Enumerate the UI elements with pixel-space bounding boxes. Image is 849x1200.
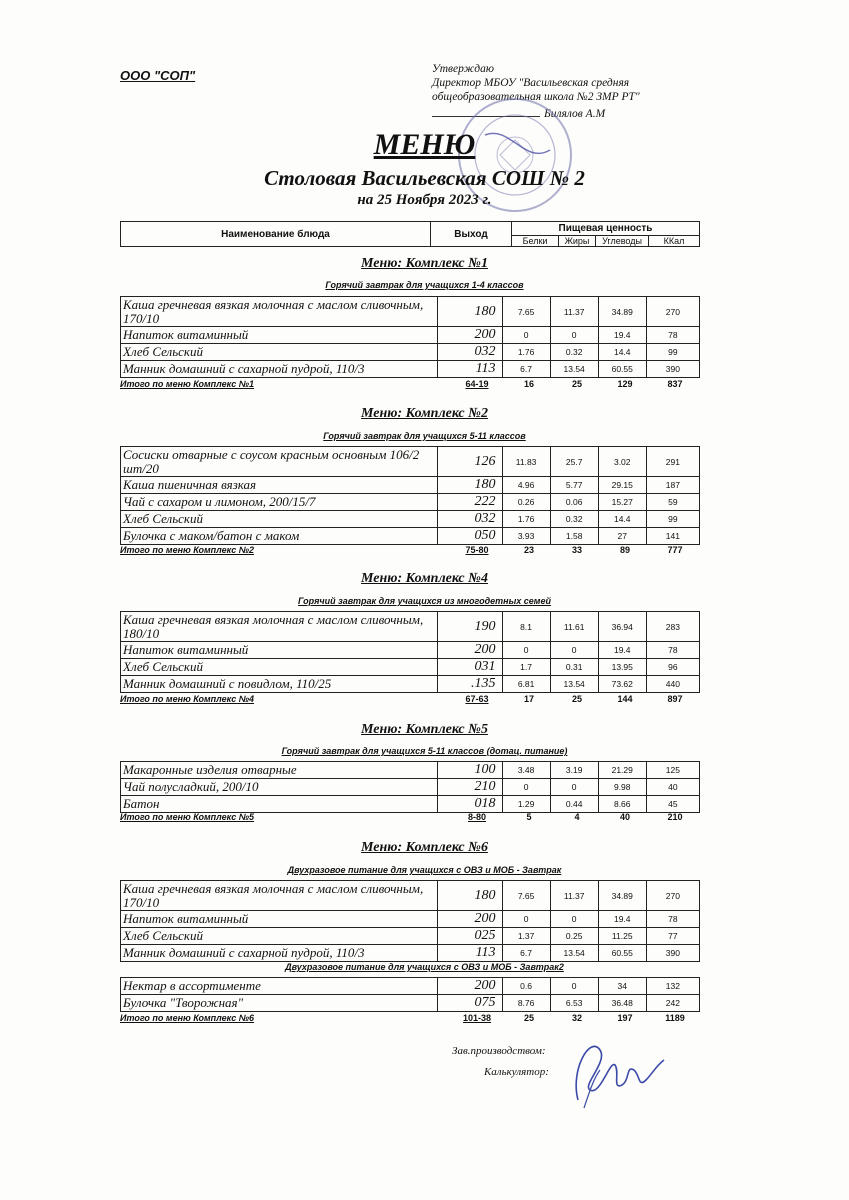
total-label: Итого по меню Комплекс №2 xyxy=(120,545,255,555)
dish-protein: 6.7 xyxy=(502,945,550,962)
dish-output: 050 xyxy=(438,528,502,545)
dish-name: Каша пшеничная вязкая xyxy=(121,477,438,494)
dish-carbs: 60.55 xyxy=(598,945,646,962)
dish-fat: 1.58 xyxy=(550,528,598,545)
dish-protein: 0 xyxy=(502,911,550,928)
total-protein: 17 xyxy=(523,694,534,704)
dish-fat: 13.54 xyxy=(550,676,598,693)
dish-output: 200 xyxy=(438,327,502,344)
dish-name: Манник домашний с сахарной пудрой, 110/3 xyxy=(121,361,438,378)
dish-kcal: 99 xyxy=(646,344,699,361)
section-title: Меню: Комплекс №5 xyxy=(361,722,488,737)
dish-carbs: 9.98 xyxy=(598,779,646,796)
dish-name: Нектар в ассортименте xyxy=(121,978,438,995)
dish-name: Чай с сахаром и лимоном, 200/15/7 xyxy=(121,494,438,511)
dish-protein: 4.96 xyxy=(502,477,550,494)
dish-name: Манник домашний с сахарной пудрой, 110/3 xyxy=(121,945,438,962)
dish-name: Каша гречневая вязкая молочная с маслом сливочным, 170/10 xyxy=(121,881,438,911)
dish-kcal: 77 xyxy=(646,928,699,945)
dish-carbs: 19.4 xyxy=(598,327,646,344)
dish-kcal: 132 xyxy=(646,978,699,995)
dish-carbs: 36.94 xyxy=(598,612,646,642)
dish-carbs: 21.29 xyxy=(598,762,646,779)
dish-kcal: 283 xyxy=(646,612,699,642)
table-row xyxy=(121,945,700,962)
dish-kcal: 99 xyxy=(646,511,699,528)
dish-protein: 6.81 xyxy=(502,676,550,693)
dish-carbs: 11.25 xyxy=(598,928,646,945)
dish-output: 031 xyxy=(438,659,502,676)
dish-protein: 1.76 xyxy=(502,344,550,361)
dish-output: 190 xyxy=(438,612,502,642)
dish-output: 200 xyxy=(438,911,502,928)
total-output: 64-19 xyxy=(465,379,489,389)
section-subtitle: Двухразовое питание для учащихся с ОВЗ и МОБ - Завтрак xyxy=(287,865,562,875)
table-row xyxy=(121,361,700,378)
table-row xyxy=(121,676,700,693)
dish-fat: 25.7 xyxy=(550,447,598,477)
dish-output: 100 xyxy=(438,762,502,779)
dish-protein: 3.93 xyxy=(502,528,550,545)
total-output: 75-80 xyxy=(465,545,489,555)
dish-output: 180 xyxy=(438,881,502,911)
dish-fat: 0 xyxy=(550,327,598,344)
total-label: Итого по меню Комплекс №6 xyxy=(120,1013,255,1023)
total-output: 101-38 xyxy=(462,1013,492,1023)
dish-name: Хлеб Сельский xyxy=(121,659,438,676)
dish-name: Напиток витаминный xyxy=(121,911,438,928)
dish-name: Напиток витаминный xyxy=(121,327,438,344)
handwritten-signature xyxy=(560,1030,670,1110)
dish-protein: 1.29 xyxy=(502,796,550,813)
dish-fat: 0.06 xyxy=(550,494,598,511)
dish-carbs: 60.55 xyxy=(598,361,646,378)
dish-carbs: 19.4 xyxy=(598,642,646,659)
total-row xyxy=(120,379,700,392)
dish-protein: 0 xyxy=(502,779,550,796)
dish-output: 200 xyxy=(438,978,502,995)
dish-output: 032 xyxy=(438,344,502,361)
dish-protein: 7.65 xyxy=(502,297,550,327)
dish-kcal: 96 xyxy=(646,659,699,676)
dish-protein: 7.65 xyxy=(502,881,550,911)
dish-output: 180 xyxy=(438,477,502,494)
organization-name: ООО "СОП" xyxy=(120,68,196,83)
dish-name: Манник домашний с повидлом, 110/25 xyxy=(121,676,438,693)
dish-protein: 0 xyxy=(502,642,550,659)
dish-kcal: 78 xyxy=(646,327,699,344)
total-protein: 5 xyxy=(526,812,532,822)
calculator-label: Калькулятор: xyxy=(484,1066,549,1078)
total-fat: 25 xyxy=(571,694,582,704)
dish-protein: 8.1 xyxy=(502,612,550,642)
total-fat: 32 xyxy=(571,1013,582,1023)
dish-kcal: 187 xyxy=(646,477,699,494)
dish-output: 075 xyxy=(438,995,502,1012)
dish-fat: 3.19 xyxy=(550,762,598,779)
total-fat: 25 xyxy=(571,379,582,389)
table-row xyxy=(121,327,700,344)
menu-table xyxy=(120,611,700,693)
total-protein: 25 xyxy=(523,1013,534,1023)
dish-fat: 11.61 xyxy=(550,612,598,642)
table-row xyxy=(121,528,700,545)
page-subtitle: Столовая Васильевская СОШ № 2 xyxy=(264,166,585,190)
dish-output: .135 xyxy=(438,676,502,693)
dish-output: 222 xyxy=(438,494,502,511)
dish-protein: 0.6 xyxy=(502,978,550,995)
dish-protein: 8.76 xyxy=(502,995,550,1012)
dish-name: Хлеб Сельский xyxy=(121,928,438,945)
dish-name: Хлеб Сельский xyxy=(121,344,438,361)
dish-kcal: 440 xyxy=(646,676,699,693)
total-carbs: 129 xyxy=(617,379,633,389)
dish-fat: 11.37 xyxy=(550,297,598,327)
section-subtitle: Горячий завтрак для учащихся 5-11 классов (дотац. питание) xyxy=(281,746,568,756)
dish-kcal: 45 xyxy=(646,796,699,813)
dish-kcal: 78 xyxy=(646,642,699,659)
section-title: Меню: Комплекс №4 xyxy=(361,571,488,586)
total-fat: 33 xyxy=(571,545,582,555)
total-row xyxy=(120,545,700,558)
menu-table xyxy=(120,446,700,545)
total-output: 67-63 xyxy=(465,694,489,704)
page-title: МЕНЮ xyxy=(373,128,476,161)
total-row xyxy=(120,694,700,707)
dish-kcal: 390 xyxy=(646,945,699,962)
total-fat: 4 xyxy=(574,812,580,822)
table-row xyxy=(121,928,700,945)
dish-fat: 0.31 xyxy=(550,659,598,676)
dish-kcal: 40 xyxy=(646,779,699,796)
table-row xyxy=(121,612,700,642)
dish-fat: 6.53 xyxy=(550,995,598,1012)
dish-kcal: 59 xyxy=(646,494,699,511)
dish-fat: 0.32 xyxy=(550,511,598,528)
dish-output: 113 xyxy=(438,945,502,962)
total-kcal: 1189 xyxy=(665,1013,685,1023)
dish-name: Напиток витаминный xyxy=(121,642,438,659)
table-row xyxy=(121,659,700,676)
dish-output: 113 xyxy=(438,361,502,378)
col-carbs-header: Углеводы xyxy=(596,236,649,247)
table-row xyxy=(121,642,700,659)
dish-carbs: 14.4 xyxy=(598,344,646,361)
dish-carbs: 27 xyxy=(598,528,646,545)
dish-output: 200 xyxy=(438,642,502,659)
dish-carbs: 29.15 xyxy=(598,477,646,494)
dish-output: 025 xyxy=(438,928,502,945)
dish-carbs: 13.95 xyxy=(598,659,646,676)
table-row xyxy=(121,297,700,327)
section-subtitle-2: Двухразовое питание для учащихся с ОВЗ и МОБ - Завтрак2 xyxy=(285,962,564,972)
total-label: Итого по меню Комплекс №4 xyxy=(120,694,255,704)
col-kcal-header: ККал xyxy=(649,236,700,247)
section-subtitle: Горячий завтрак для учащихся 1-4 классов xyxy=(325,280,524,290)
dish-protein: 1.7 xyxy=(502,659,550,676)
dish-protein: 0 xyxy=(502,327,550,344)
table-row xyxy=(121,995,700,1012)
menu-table xyxy=(120,880,700,962)
total-row xyxy=(120,812,700,825)
total-carbs: 144 xyxy=(617,694,633,704)
dish-name: Батон xyxy=(121,796,438,813)
dish-fat: 11.37 xyxy=(550,881,598,911)
total-protein: 23 xyxy=(523,545,534,555)
dish-carbs: 14.4 xyxy=(598,511,646,528)
approval-line-1: Утверждаю xyxy=(432,63,494,75)
menu-table xyxy=(120,761,700,813)
dish-kcal: 242 xyxy=(646,995,699,1012)
menu-date: на 25 Ноября 2023 г. xyxy=(357,192,492,208)
dish-kcal: 141 xyxy=(646,528,699,545)
dish-carbs: 3.02 xyxy=(598,447,646,477)
menu-table xyxy=(120,296,700,378)
dish-output: 018 xyxy=(438,796,502,813)
dish-kcal: 125 xyxy=(646,762,699,779)
total-output: 8-80 xyxy=(467,812,486,822)
table-row xyxy=(121,978,700,995)
col-output-header: Выход xyxy=(431,222,512,247)
dish-fat: 5.77 xyxy=(550,477,598,494)
table-row xyxy=(121,511,700,528)
dish-fat: 0.44 xyxy=(550,796,598,813)
dish-fat: 0 xyxy=(550,642,598,659)
col-protein-header: Белки xyxy=(512,236,559,247)
table-row xyxy=(121,477,700,494)
dish-fat: 13.54 xyxy=(550,361,598,378)
table-row xyxy=(121,796,700,813)
dish-carbs: 19.4 xyxy=(598,911,646,928)
total-label: Итого по меню Комплекс №5 xyxy=(120,812,255,822)
dish-name: Каша гречневая вязкая молочная с маслом сливочным, 180/10 xyxy=(121,612,438,642)
menu-table-2 xyxy=(120,977,700,1012)
section-title: Меню: Комплекс №2 xyxy=(361,406,488,421)
dish-name: Булочка с маком/батон с маком xyxy=(121,528,438,545)
section-subtitle: Горячий завтрак для учащихся 5-11 классов xyxy=(323,431,526,441)
table-row xyxy=(121,447,700,477)
total-kcal: 837 xyxy=(667,379,683,389)
dish-protein: 0.26 xyxy=(502,494,550,511)
dish-carbs: 34 xyxy=(598,978,646,995)
table-row xyxy=(121,779,700,796)
col-name-header: Наименование блюда xyxy=(121,222,431,247)
director-name: Билялов А.М xyxy=(544,108,606,120)
table-row xyxy=(121,344,700,361)
section-title: Меню: Комплекс №6 xyxy=(361,840,488,855)
dish-name: Хлеб Сельский xyxy=(121,511,438,528)
dish-protein: 1.37 xyxy=(502,928,550,945)
section-title: Меню: Комплекс №1 xyxy=(361,256,488,271)
dish-output: 032 xyxy=(438,511,502,528)
total-row xyxy=(120,1013,700,1026)
section-subtitle: Горячий завтрак для учащихся из многодетных семей xyxy=(298,596,551,606)
dish-name: Сосиски отварные с соусом красным основным 106/2 шт/20 xyxy=(121,447,438,477)
table-row xyxy=(121,881,700,911)
dish-protein: 6.7 xyxy=(502,361,550,378)
dish-carbs: 34.89 xyxy=(598,297,646,327)
approval-line-2: Директор МБОУ "Васильевская средняя xyxy=(432,77,630,89)
dish-fat: 13.54 xyxy=(550,945,598,962)
dish-carbs: 15.27 xyxy=(598,494,646,511)
table-row xyxy=(121,911,700,928)
total-carbs: 197 xyxy=(617,1013,633,1023)
dish-protein: 3.48 xyxy=(502,762,550,779)
total-carbs: 89 xyxy=(619,545,630,555)
table-row xyxy=(121,494,700,511)
approval-line-3: общеобразовательная школа №2 ЗМР РТ" xyxy=(432,91,640,103)
dish-kcal: 78 xyxy=(646,911,699,928)
dish-carbs: 73.62 xyxy=(598,676,646,693)
dish-fat: 0 xyxy=(550,978,598,995)
dish-protein: 1.76 xyxy=(502,511,550,528)
dish-protein: 11.83 xyxy=(502,447,550,477)
dish-fat: 0.32 xyxy=(550,344,598,361)
dish-name: Булочка "Творожная" xyxy=(121,995,438,1012)
dish-fat: 0.25 xyxy=(550,928,598,945)
dish-name: Каша гречневая вязкая молочная с маслом сливочным, 170/10 xyxy=(121,297,438,327)
total-carbs: 40 xyxy=(619,812,630,822)
dish-output: 210 xyxy=(438,779,502,796)
total-protein: 16 xyxy=(523,379,534,389)
dish-kcal: 270 xyxy=(646,881,699,911)
total-kcal: 897 xyxy=(667,694,683,704)
dish-output: 180 xyxy=(438,297,502,327)
dish-kcal: 291 xyxy=(646,447,699,477)
dish-carbs: 34.89 xyxy=(598,881,646,911)
dish-fat: 0 xyxy=(550,779,598,796)
dish-kcal: 270 xyxy=(646,297,699,327)
dish-name: Макаронные изделия отварные xyxy=(121,762,438,779)
dish-fat: 0 xyxy=(550,911,598,928)
col-fat-header: Жиры xyxy=(559,236,596,247)
column-header-table xyxy=(120,221,700,247)
production-manager-label: Зав.производством: xyxy=(452,1045,546,1057)
total-label: Итого по меню Комплекс №1 xyxy=(120,379,255,389)
dish-output: 126 xyxy=(438,447,502,477)
table-row xyxy=(121,762,700,779)
total-kcal: 777 xyxy=(667,545,683,555)
dish-kcal: 390 xyxy=(646,361,699,378)
dish-name: Чай полусладкий, 200/10 xyxy=(121,779,438,796)
dish-carbs: 36.48 xyxy=(598,995,646,1012)
col-nutrition-header: Пищевая ценность xyxy=(512,222,700,236)
total-kcal: 210 xyxy=(667,812,683,822)
dish-carbs: 8.66 xyxy=(598,796,646,813)
